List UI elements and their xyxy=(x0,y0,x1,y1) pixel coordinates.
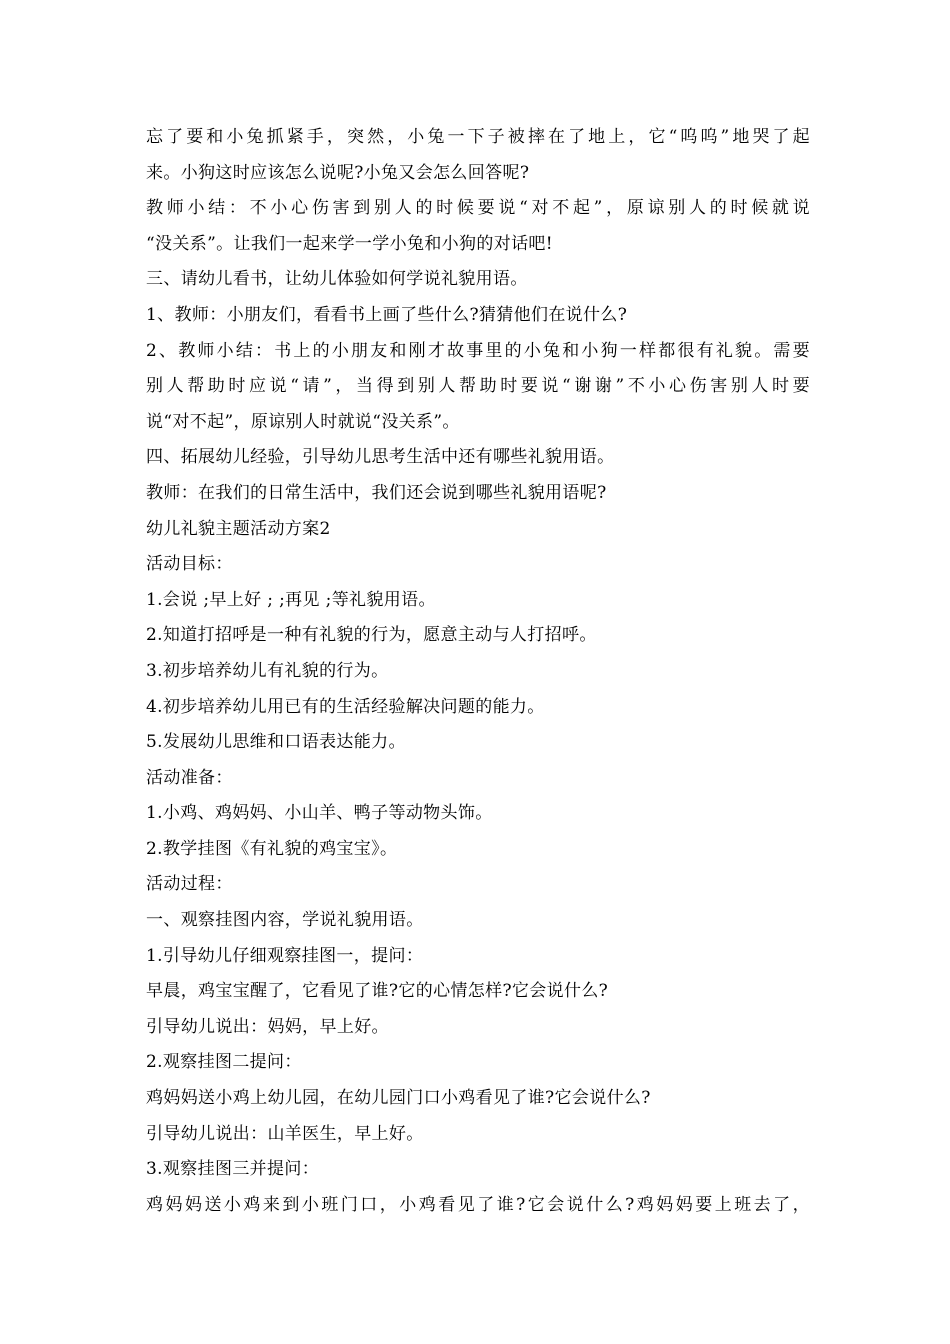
text-line: 活动准备： xyxy=(146,767,233,788)
text-line: 鸡妈妈送小鸡来到小班门口，小鸡看见了谁?它会说什么?鸡妈妈要上班去了， xyxy=(146,1194,810,1215)
text-line: 2.教学挂图《有礼貌的鸡宝宝》。 xyxy=(146,838,398,859)
text-line: 鸡妈妈送小鸡上幼儿园，在幼儿园门口小鸡看见了谁?它会说什么? xyxy=(146,1088,651,1109)
text-line: 1.会说 ;早上好 ; ;再见 ;等礼貌用语。 xyxy=(146,589,436,610)
text-line: 忘了要和小兔抓紧手，突然，小兔一下子被摔在了地上，它“呜呜”地哭了起 xyxy=(146,127,810,147)
document-body xyxy=(146,120,810,1223)
text-line: 1.小鸡、鸡妈妈、小山羊、鸭子等动物头饰。 xyxy=(146,803,493,824)
text-line: 四、拓展幼儿经验，引导幼儿思考生活中还有哪些礼貌用语。 xyxy=(146,447,615,468)
text-line: 2、教师小结：书上的小朋友和刚才故事里的小兔和小狗一样都很有礼貌。需要 xyxy=(146,340,810,361)
text-line: 幼儿礼貌主题活动方案2 xyxy=(146,518,331,539)
text-line: 1、教师：小朋友们，看看书上画了些什么?猜猜他们在说什么? xyxy=(146,304,628,325)
text-line: 早晨，鸡宝宝醒了，它看见了谁?它的心情怎样?它会说什么? xyxy=(146,981,609,1002)
text-line: 活动过程： xyxy=(146,874,233,895)
text-line: 活动目标： xyxy=(146,554,233,575)
text-line: 别人帮助时应说“请”，当得到别人帮助时要说“谢谢”不小心伤害别人时要 xyxy=(146,376,810,397)
text-line: 4.初步培养幼儿用已有的生活经验解决问题的能力。 xyxy=(146,696,545,717)
text-line: 三、请幼儿看书，让幼儿体验如何学说礼貌用语。 xyxy=(146,269,528,290)
text-line: 教师小结：不小心伤害到别人的时候要说“对不起”，原谅别人的时候就说 xyxy=(146,198,810,219)
text-line: “没关系”。让我们一起来学一学小兔和小狗的对话吧! xyxy=(146,233,553,254)
text-line: 5.发展幼儿思维和口语表达能力。 xyxy=(146,732,406,753)
text-line: 2.观察挂图二提问： xyxy=(146,1052,302,1073)
text-line: 1.引导幼儿仔细观察挂图一，提问： xyxy=(146,945,424,966)
text-line: 一、观察挂图内容，学说礼貌用语。 xyxy=(146,910,424,931)
text-line: 引导幼儿说出：山羊医生，早上好。 xyxy=(146,1123,424,1144)
text-line: 2.知道打招呼是一种有礼貌的行为，愿意主动与人打招呼。 xyxy=(146,625,597,646)
text-line: 3.初步培养幼儿有礼貌的行为。 xyxy=(146,660,389,681)
text-line: 来。小狗这时应该怎么说呢?小兔又会怎么回答呢? xyxy=(146,162,530,183)
text-line: 引导幼儿说出：妈妈，早上好。 xyxy=(146,1016,389,1037)
text-line: 教师：在我们的日常生活中，我们还会说到哪些礼貌用语呢? xyxy=(146,482,607,503)
text-line: 说“对不起”，原谅别人时就说“没关系”。 xyxy=(146,411,460,432)
text-line: 3.观察挂图三并提问： xyxy=(146,1159,320,1180)
